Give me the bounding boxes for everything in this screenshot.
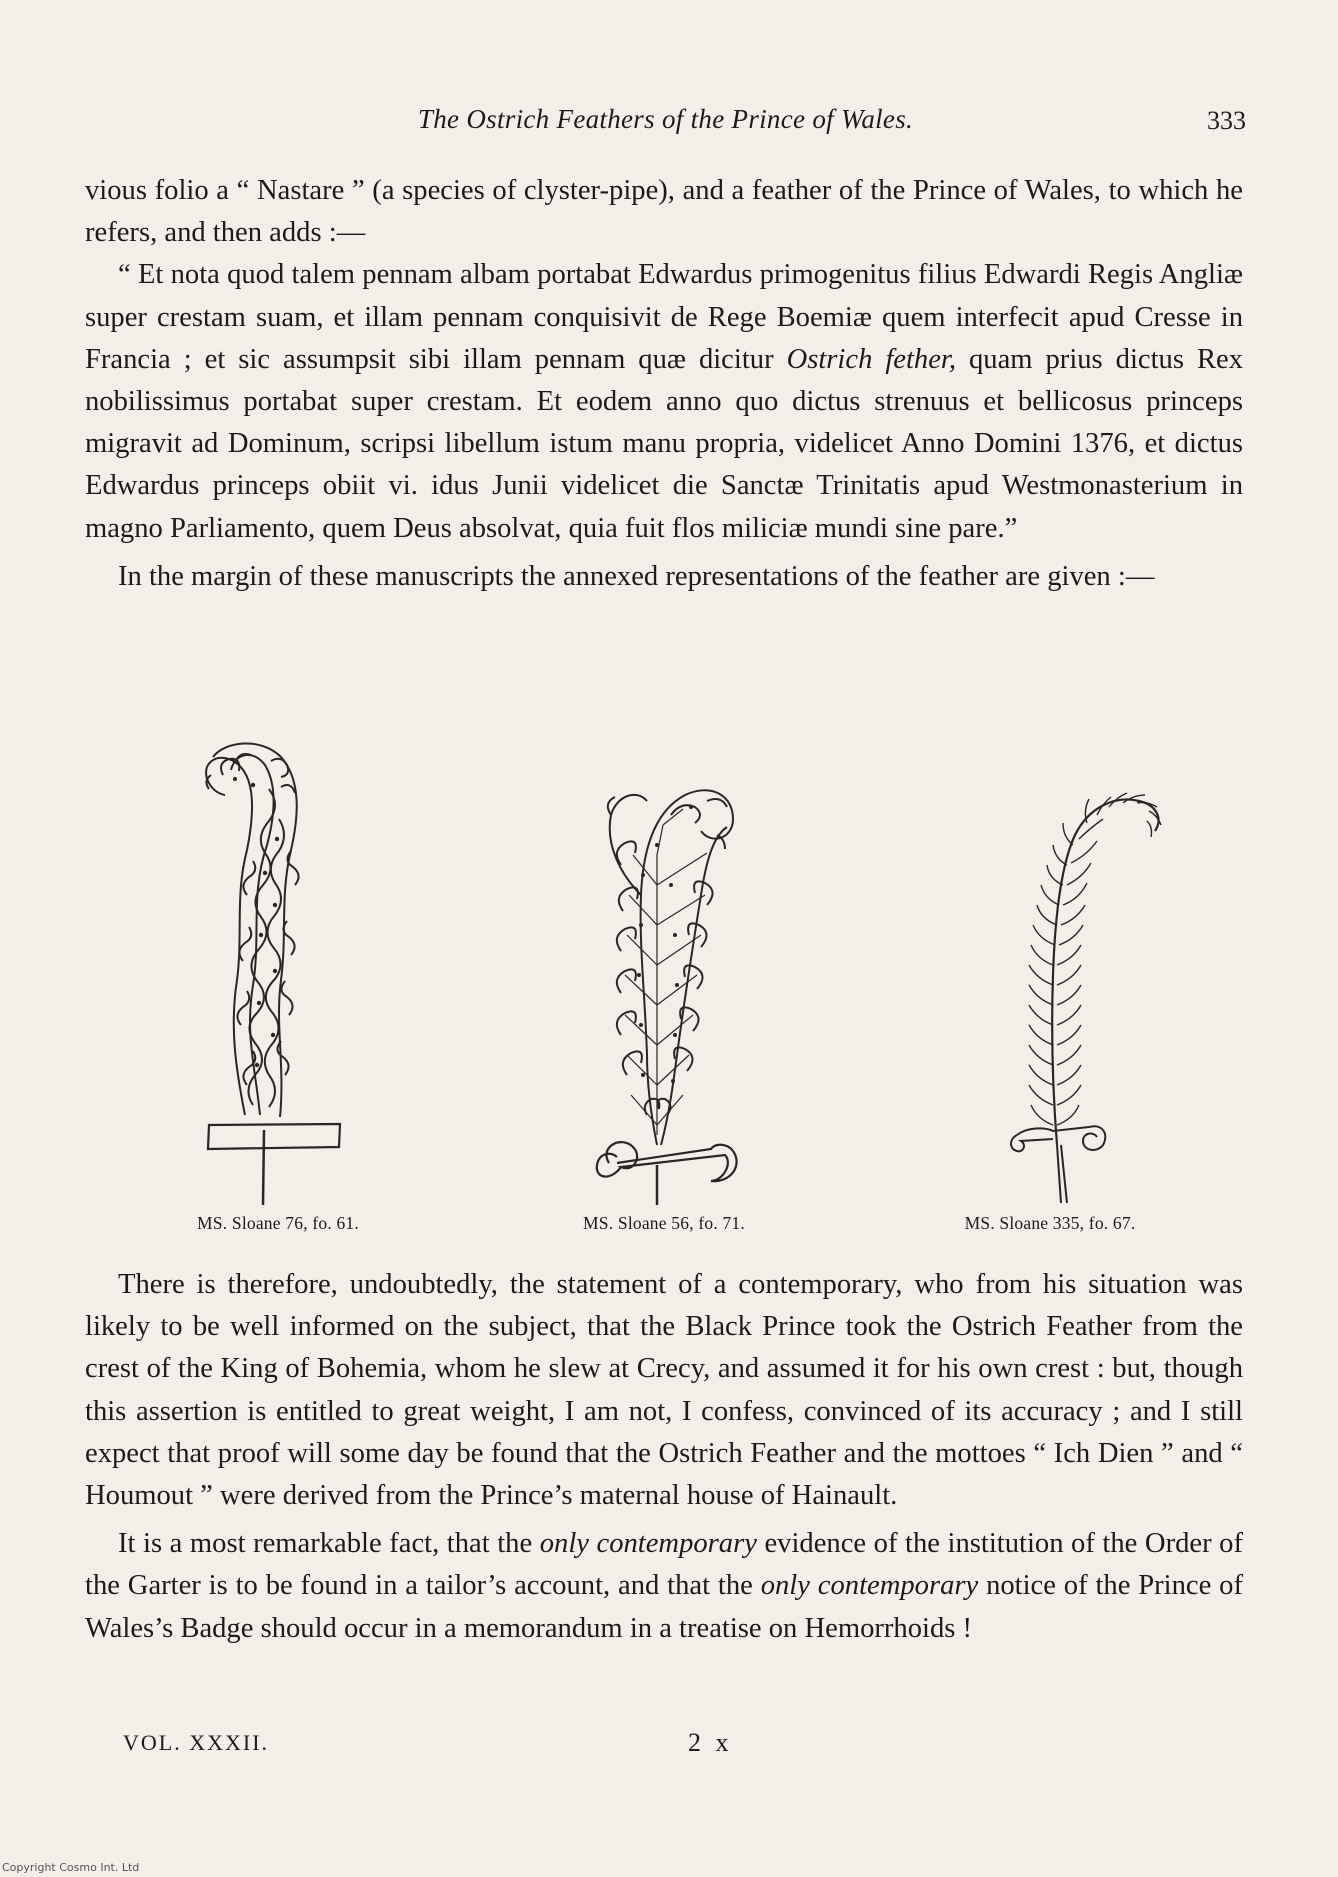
figure-caption: MS. Sloane 76, fo. 61.	[197, 1213, 359, 1233]
paragraph-conclusion: There is therefore, undoubtedly, the statement of a contemporary, who from his situation was likely to be well informed on the subject, that the Black Prince took the Ostrich Feather from the crest of the King of Bohemia, whom he slew at Crecy, and assumed it for his own crest : but, though this assertion is entitled to great weight, I am not, I confess, convinced of its accuracy ; and I still expect that proof will some day be found that the Ostrich Feather and the mottoes “ Ich Dien ” and “ Houmout ” were derived from the Prince’s maternal house of Hainault.	[85, 1269, 1243, 1512]
signature-mark: 2 x	[688, 1728, 733, 1757]
text-segment: It is a most remarkable fact, that the	[118, 1528, 540, 1560]
figure-sloane-335	[857, 735, 1243, 1240]
italic-phrase: only contemporary	[539, 1528, 757, 1560]
ostrich-feather-scrolled-illustration	[471, 735, 857, 1205]
page-number: 333	[1207, 106, 1246, 135]
bottom-text-block	[85, 1264, 1243, 1650]
running-head	[85, 104, 1246, 144]
figure-caption: MS. Sloane 335, fo. 67.	[964, 1213, 1136, 1233]
feather-figures	[85, 735, 1243, 1240]
paragraph-remarkable-fact	[85, 1523, 1243, 1650]
volume-label: VOL. XXXII.	[123, 1730, 270, 1755]
ostrich-feather-curled-illustration	[85, 735, 471, 1205]
paragraph-continuation: vious folio a “ Nastare ” (a species of clyster-pipe), and a feather of the Prince of Wales, to which he refers, and then adds :—	[85, 175, 1243, 249]
top-text-block	[85, 170, 1243, 598]
text-segment: evidence of the institution of the Order of the Garter is to be found in a tailor’s account, and that the	[85, 1528, 1243, 1602]
paragraph-margin-note: In the margin of these manuscripts the annexed representations of the feather are given :—	[118, 560, 1155, 592]
page-title: The Ostrich Feathers of the Prince of Wales.	[417, 104, 914, 134]
text-segment: notice of the Prince of Wales’s Badge should occur in a memorandum in a treatise on Hemorrhoids !	[85, 1570, 1243, 1644]
italic-phrase: only contemporary	[760, 1570, 979, 1602]
figure-caption: MS. Sloane 56, fo. 71.	[583, 1213, 745, 1233]
quote-italic-phrase: Ostrich fether,	[786, 343, 957, 375]
paragraph-latin-quote	[85, 254, 1243, 549]
copyright-watermark: Copyright Cosmo Int. Ltd	[2, 1861, 140, 1874]
quote-text-start: “ Et nota quod talem pennam albam portabat Edwardus primogenitus filius Edwardi Regis Angliæ super crestam suam, et illam pennam conquisivit de Rege Boemiæ quem interfecit apud Cresse in Francia ; et sic assumpsit sibi illam pennam quæ dicitur	[85, 259, 1243, 375]
quote-text-end: quam prius dictus Rex nobilissimus portabat super crestam. Et eodem anno quo dictus strenuus et bellicosus princeps migravit ad Dominum, scripsi libellum istum manu propria, videlicet Anno Domini 1376, et dictus Edwardus princeps obiit vi. idus Junii videlicet die Sanctæ Trinitatis apud Westmonasterium in magno Parliamento, quem Deus absolvat, quia fuit flos miliciæ mundi sine pare.”	[85, 343, 1244, 544]
figure-sloane-76	[85, 735, 471, 1240]
figure-sloane-56	[471, 735, 857, 1240]
ostrich-feather-fine-barbs-illustration	[857, 735, 1243, 1205]
page-footer	[85, 1730, 1246, 1770]
